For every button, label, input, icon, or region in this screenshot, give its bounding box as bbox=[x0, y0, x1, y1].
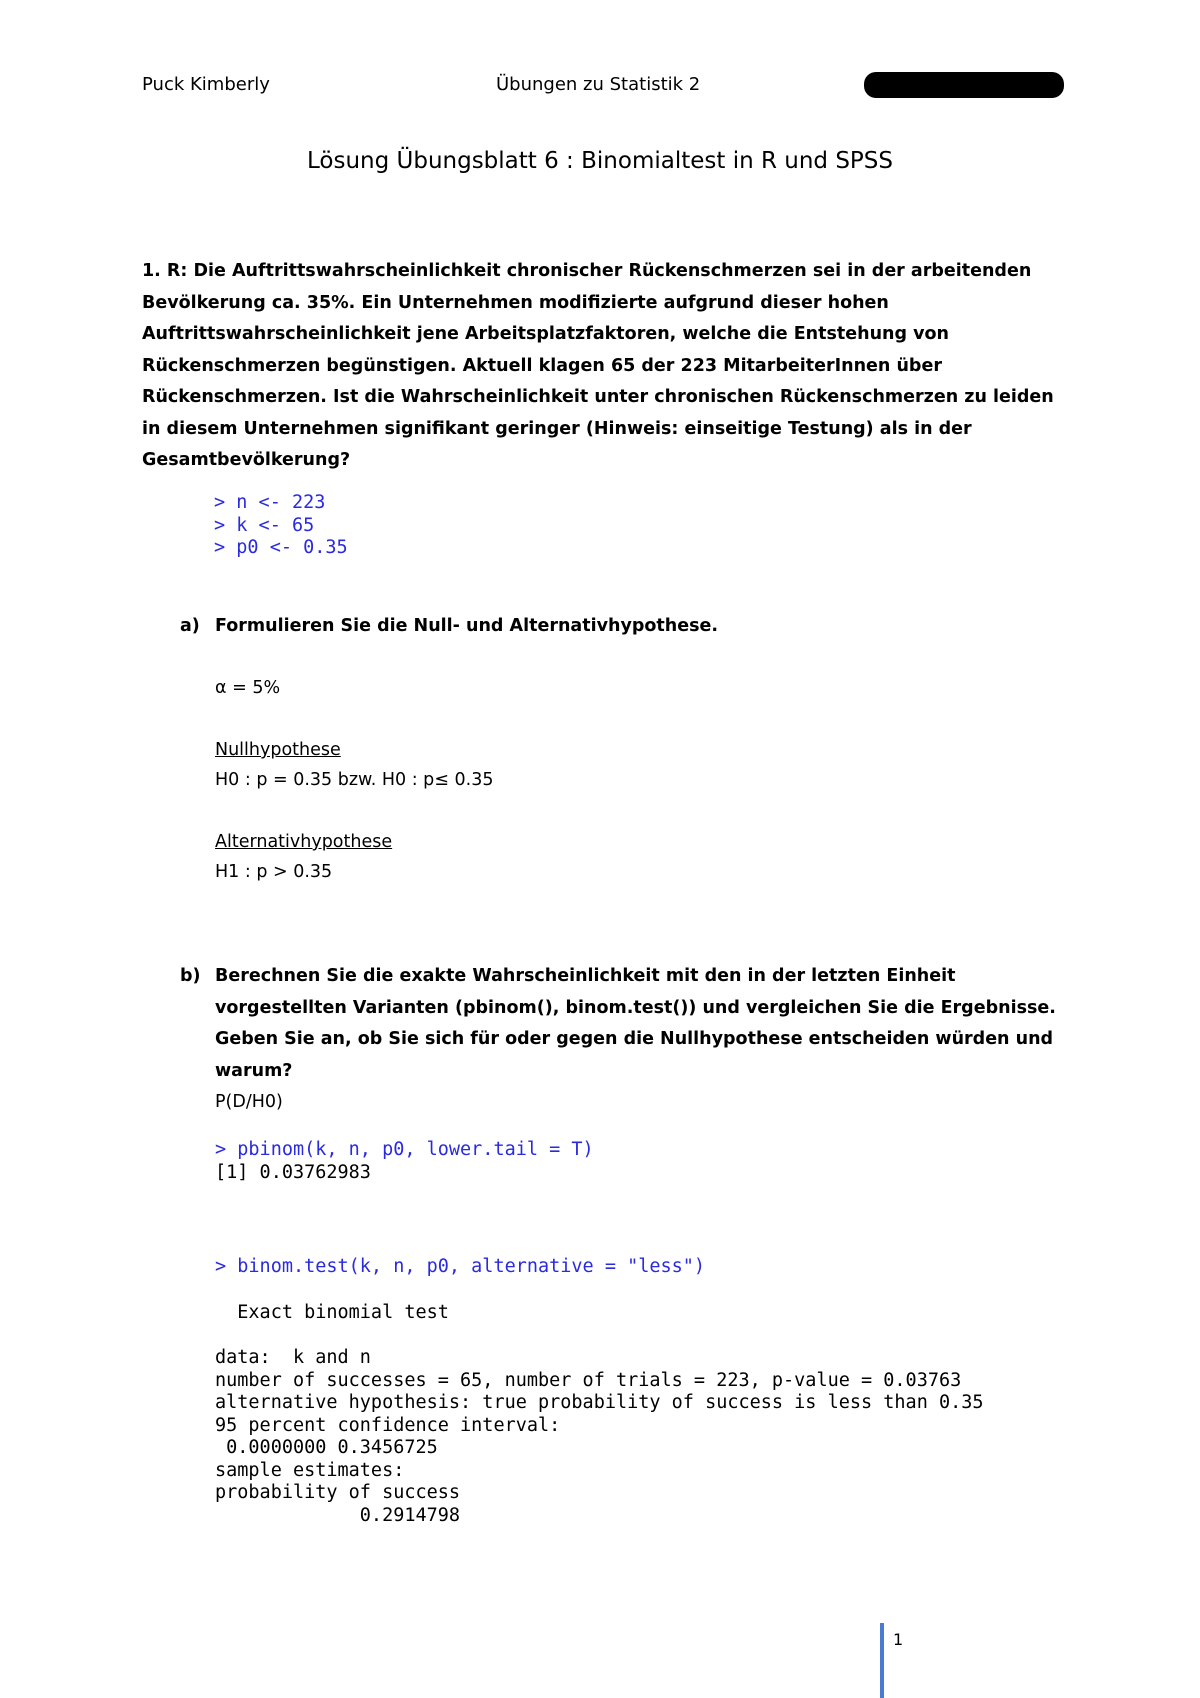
binom-test-output: Exact binomial test data: k and n number of successes = 65, number of trials = 223, p-value = 0.03763 alternative hypothesis: true probability of success is less than 0.35 95 percent confidence interval: 0.0000000 0.3456725 sample estimates: probability of success 0.2914798 bbox=[215, 1302, 984, 1526]
document-title: Lösung Übungsblatt 6 : Binomialtest in R und SPSS bbox=[306, 148, 894, 174]
part-b-text: Berechnen Sie die exakte Wahrscheinlichkeit mit den in der letzten Einheit vorgestellten Varianten (pbinom(), binom.test()) und vergleichen Sie die Ergebnisse. Geben Sie an, ob Sie sich für oder gegen die Nullhypothese entscheiden würden und warum? bbox=[215, 966, 1056, 1081]
redaction-bar bbox=[864, 72, 1064, 98]
part-a-label: a) bbox=[180, 616, 200, 636]
probability-label: P(D/H0) bbox=[215, 1092, 283, 1112]
page-number: 1 bbox=[893, 1630, 904, 1649]
part-b-label: b) bbox=[180, 966, 201, 986]
null-hypothesis-equation: H0 : p = 0.35 bzw. H0 : p≤ 0.35 bbox=[215, 770, 494, 790]
footer-accent-bar bbox=[880, 1623, 884, 1698]
part-a-text: Formulieren Sie die Null- und Alternativhypothese. bbox=[215, 616, 719, 636]
header-course: Übungen zu Statistik 2 bbox=[496, 74, 701, 95]
binom-test-command: > binom.test(k, n, p0, alternative = "less") bbox=[215, 1256, 706, 1277]
task-1-text: 1. R: Die Auftrittswahrscheinlichkeit chronischer Rückenschmerzen sei in der arbeitenden Bevölkerung ca. 35%. Ein Unternehmen modifizierte aufgrund dieser hohen Auftrittswahrscheinlichkeit jene Arbeitsplatzfaktoren, welche die Entstehung von Rückenschmerzen begünstigen. Aktuell klagen 65 der 223 MitarbeiterInnen über Rückenschmerzen. Ist die Wahrscheinlichkeit unter chronischen Rückenschmerzen zu leiden in diesem Unternehmen signifikant geringer (Hinweis: einseitige Testung) als in der Gesamtbevölkerung? bbox=[142, 261, 1054, 470]
null-hypothesis-heading: Nullhypothese bbox=[215, 740, 341, 760]
header-author: Puck Kimberly bbox=[142, 74, 270, 95]
pbinom-command: > pbinom(k, n, p0, lower.tail = T) bbox=[215, 1139, 594, 1160]
alpha-level: α = 5% bbox=[215, 678, 281, 698]
alternative-hypothesis-equation: H1 : p > 0.35 bbox=[215, 862, 333, 882]
r-code-initialization: > n <- 223 > k <- 65 > p0 <- 0.35 bbox=[214, 492, 348, 558]
pbinom-output: [1] 0.03762983 bbox=[215, 1162, 371, 1183]
alternative-hypothesis-heading: Alternativhypothese bbox=[215, 832, 393, 852]
